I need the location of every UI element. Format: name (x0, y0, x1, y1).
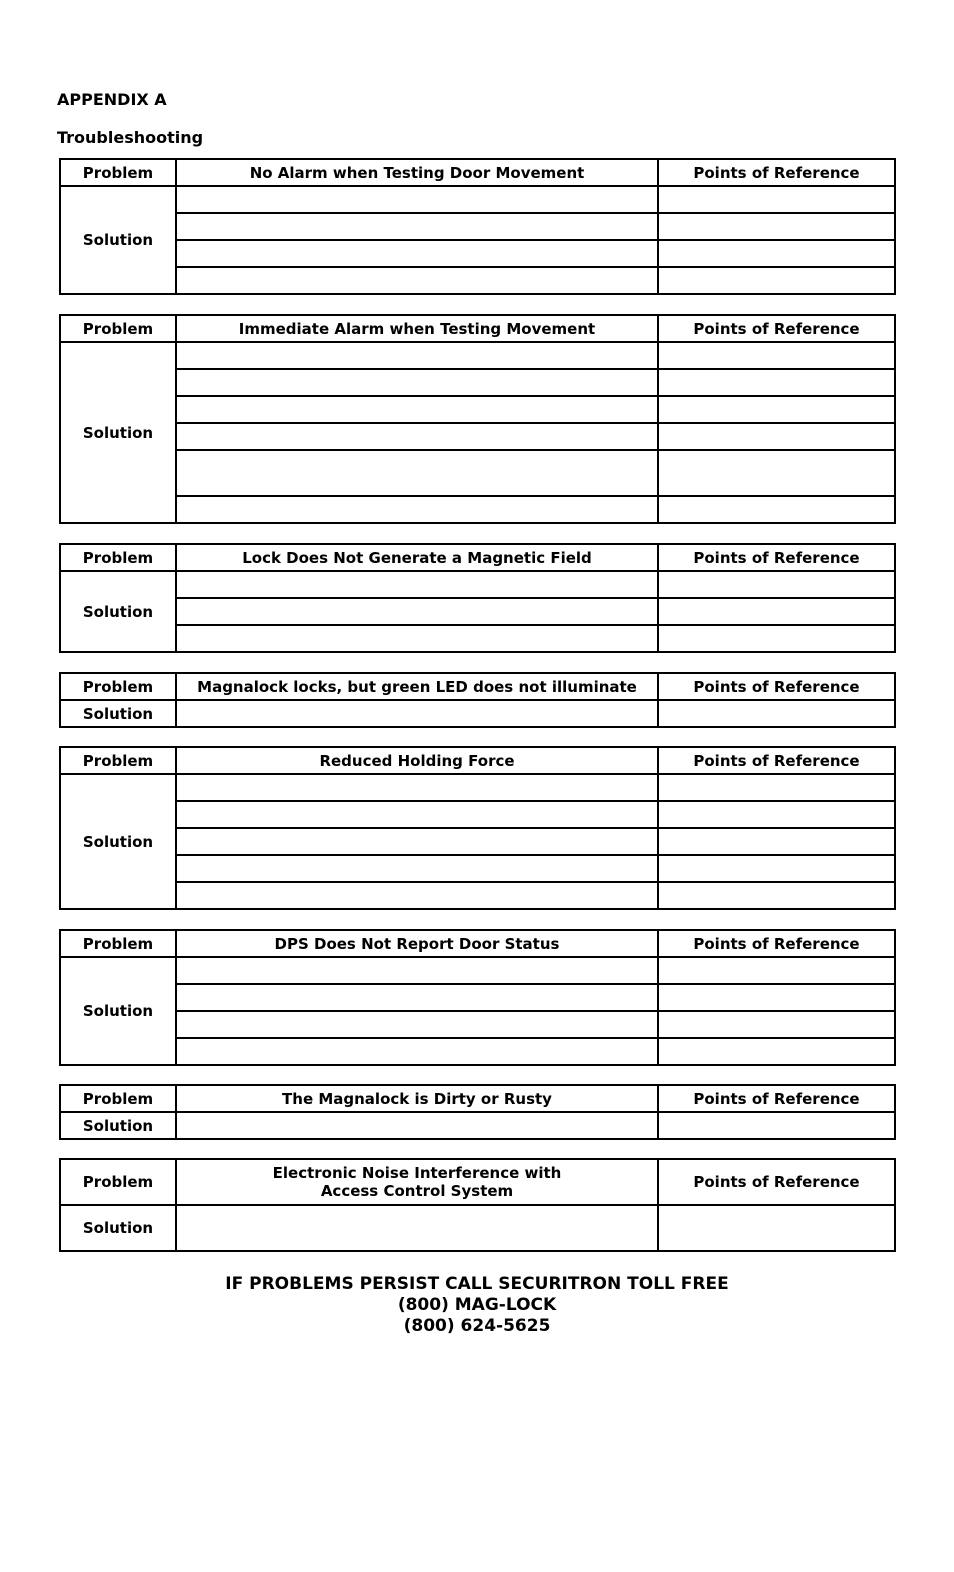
reference-cell (658, 700, 895, 727)
solution-cell (176, 1011, 658, 1038)
troubleshooting-table (59, 929, 896, 1066)
solution-cell (176, 369, 658, 396)
support-call-line: IF PROBLEMS PERSIST CALL SECURITRON TOLL FREE (225, 1274, 729, 1294)
reference-cell (658, 625, 895, 652)
problem-label: Problem (60, 673, 176, 700)
solution-cell (176, 342, 658, 369)
problem-title (176, 1085, 658, 1112)
problem-row (60, 159, 895, 186)
solution-cell (176, 984, 658, 1011)
section-title: Troubleshooting (57, 128, 204, 147)
solution-label: Solution (60, 1205, 176, 1251)
reference-cell (658, 342, 895, 369)
solution-row (60, 882, 895, 909)
solution-label: Solution (60, 342, 176, 523)
solution-label: Solution (60, 186, 176, 294)
problem-title-line: DPS Does Not Report Door Status (274, 934, 560, 953)
solution-cell (176, 213, 658, 240)
reference-cell (658, 450, 895, 496)
solution-row (60, 1205, 895, 1251)
troubleshooting-table (59, 158, 896, 295)
reference-cell (658, 882, 895, 909)
solution-cell (176, 496, 658, 523)
solution-row (60, 496, 895, 523)
solution-row (60, 240, 895, 267)
reference-cell (658, 1011, 895, 1038)
solution-row (60, 625, 895, 652)
problem-title-line: Magnalock locks, but green LED does not illuminate (197, 677, 637, 696)
solution-row (60, 396, 895, 423)
problem-row (60, 1085, 895, 1112)
problem-title-line: Electronic Noise Interference with (272, 1164, 562, 1182)
solution-cell (176, 625, 658, 652)
points-of-reference-header: Points of Reference (658, 159, 895, 186)
solution-cell (176, 396, 658, 423)
solution-label: Solution (60, 1112, 176, 1139)
solution-cell (176, 1112, 658, 1139)
problem-title (176, 930, 658, 957)
troubleshooting-table (59, 1158, 896, 1252)
reference-cell (658, 369, 895, 396)
problem-title-line: Lock Does Not Generate a Magnetic Field (242, 548, 592, 567)
reference-cell (658, 396, 895, 423)
solution-row (60, 342, 895, 369)
problem-label: Problem (60, 747, 176, 774)
solution-cell (176, 882, 658, 909)
solution-row (60, 1112, 895, 1139)
points-of-reference-header: Points of Reference (658, 930, 895, 957)
problem-label: Problem (60, 159, 176, 186)
reference-cell (658, 496, 895, 523)
solution-cell (176, 450, 658, 496)
problem-title (176, 1159, 658, 1205)
reference-cell (658, 774, 895, 801)
reference-cell (658, 186, 895, 213)
solution-row (60, 855, 895, 882)
solution-row (60, 957, 895, 984)
reference-cell (658, 213, 895, 240)
reference-cell (658, 598, 895, 625)
solution-cell (176, 1038, 658, 1065)
reference-cell (658, 957, 895, 984)
support-phone-name: (800) MAG-LOCK (397, 1295, 557, 1315)
solution-row (60, 213, 895, 240)
solution-cell (176, 571, 658, 598)
solution-row (60, 828, 895, 855)
reference-cell (658, 1038, 895, 1065)
reference-cell (658, 801, 895, 828)
problem-row (60, 930, 895, 957)
solution-row (60, 984, 895, 1011)
solution-cell (176, 186, 658, 213)
support-phone-number: (800) 624-5625 (403, 1316, 551, 1336)
solution-cell (176, 598, 658, 625)
reference-cell (658, 240, 895, 267)
solution-row (60, 450, 895, 496)
problem-title (176, 747, 658, 774)
problem-title (176, 673, 658, 700)
solution-cell (176, 801, 658, 828)
solution-row (60, 267, 895, 294)
solution-cell (176, 774, 658, 801)
reference-cell (658, 267, 895, 294)
solution-row (60, 186, 895, 213)
reference-cell (658, 423, 895, 450)
problem-label: Problem (60, 315, 176, 342)
troubleshooting-table (59, 1084, 896, 1140)
troubleshooting-table (59, 672, 896, 728)
troubleshooting-table (59, 543, 896, 653)
problem-title-line: The Magnalock is Dirty or Rusty (282, 1089, 552, 1108)
solution-row (60, 423, 895, 450)
solution-cell (176, 240, 658, 267)
support-contact (0, 1274, 954, 1337)
problem-title-line: Access Control System (320, 1182, 514, 1200)
solution-label: Solution (60, 774, 176, 909)
problem-row (60, 673, 895, 700)
solution-row (60, 1038, 895, 1065)
appendix-heading: APPENDIX A (57, 90, 167, 109)
solution-row (60, 369, 895, 396)
problem-label: Problem (60, 930, 176, 957)
problem-title-line: No Alarm when Testing Door Movement (249, 163, 585, 182)
problem-row (60, 544, 895, 571)
solution-label: Solution (60, 571, 176, 652)
solution-label: Solution (60, 957, 176, 1065)
problem-title (176, 315, 658, 342)
problem-label: Problem (60, 1159, 176, 1205)
solution-cell (176, 828, 658, 855)
solution-row (60, 571, 895, 598)
problem-row (60, 1159, 895, 1205)
reference-cell (658, 1205, 895, 1251)
reference-cell (658, 828, 895, 855)
solution-row (60, 1011, 895, 1038)
reference-cell (658, 855, 895, 882)
solution-row (60, 598, 895, 625)
solution-cell (176, 1205, 658, 1251)
solution-cell (176, 700, 658, 727)
problem-row (60, 315, 895, 342)
solution-label: Solution (60, 700, 176, 727)
reference-cell (658, 1112, 895, 1139)
points-of-reference-header: Points of Reference (658, 544, 895, 571)
points-of-reference-header: Points of Reference (658, 747, 895, 774)
reference-cell (658, 571, 895, 598)
points-of-reference-header: Points of Reference (658, 1159, 895, 1205)
problem-title-line: Reduced Holding Force (319, 751, 515, 770)
reference-cell (658, 984, 895, 1011)
problem-title-line: Immediate Alarm when Testing Movement (238, 319, 596, 338)
problem-row (60, 747, 895, 774)
points-of-reference-header: Points of Reference (658, 1085, 895, 1112)
troubleshooting-table (59, 314, 896, 524)
problem-title (176, 544, 658, 571)
solution-row (60, 774, 895, 801)
solution-row (60, 700, 895, 727)
troubleshooting-table (59, 746, 896, 910)
problem-label: Problem (60, 1085, 176, 1112)
problem-title (176, 159, 658, 186)
solution-cell (176, 423, 658, 450)
solution-cell (176, 267, 658, 294)
solution-row (60, 801, 895, 828)
solution-cell (176, 855, 658, 882)
points-of-reference-header: Points of Reference (658, 673, 895, 700)
problem-label: Problem (60, 544, 176, 571)
solution-cell (176, 957, 658, 984)
points-of-reference-header: Points of Reference (658, 315, 895, 342)
